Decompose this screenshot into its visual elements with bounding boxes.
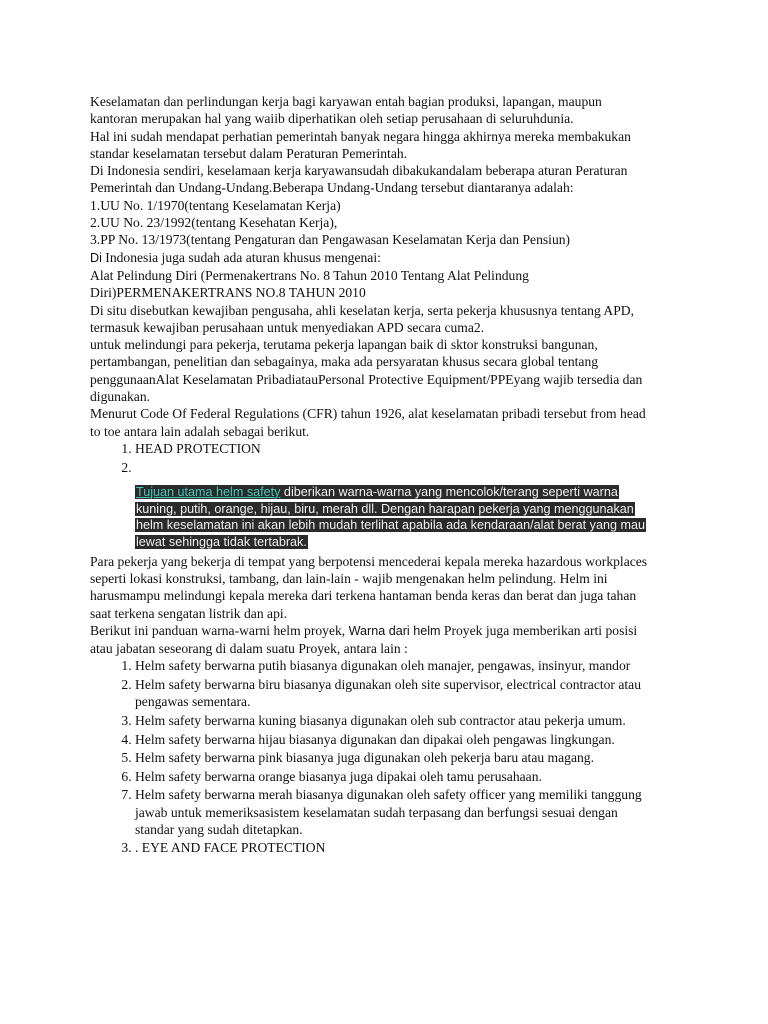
color-intro-b: Warna dari helm bbox=[348, 623, 441, 638]
color-intro-c: Proyek juga memberikan arti posisi atau jabatan seseorang di dalam suatu Proyek, antara lain : bbox=[90, 622, 638, 657]
list-item-head-protection: 1. HEAD PROTECTION bbox=[135, 440, 650, 457]
helmet-color-list bbox=[90, 657, 650, 838]
helmet-color-item: 3. Helm safety berwarna kuning biasanya digunakan oleh sub contractor atau pekerja umum. bbox=[135, 712, 650, 729]
intro-paragraph-3: Di Indonesia sendiri, keselamaan kerja karyawansudah dibakukandalam beberapa aturan Peraturan Pemerintah dan Undang-Undang.Beberapa Undang-Undang tersebut diantaranya adalah: bbox=[90, 163, 628, 196]
color-intro-a: Berikut ini panduan warna-warni helm proyek, bbox=[90, 622, 349, 638]
protection-list-continued bbox=[90, 839, 650, 856]
law-item-2: 2.UU No. 23/1992(tentang Kesehatan Kerja), bbox=[90, 215, 338, 231]
special-rules-prefix: Di bbox=[90, 250, 102, 265]
cfr-paragraph: Menurut Code Of Federal Regulations (CFR) tahun 1926, alat keselamatan pribadi tersebut from head to toe antara lain adalah sebagai berikut. bbox=[90, 406, 646, 439]
helmet-color-item: 1. Helm safety berwarna putih biasanya digunakan oleh manajer, pengawas, insinyur, mandor bbox=[135, 657, 650, 674]
protection-list bbox=[90, 440, 650, 476]
list-item-eye-face-protection: 3. . EYE AND FACE PROTECTION bbox=[135, 839, 650, 856]
special-rules-line bbox=[90, 249, 650, 267]
law-item-3: 3.PP No. 13/1973(tentang Pengaturan dan Pengawasan Keselamatan Kerja dan Pensiun) bbox=[90, 232, 571, 248]
helmet-color-item: 2. Helm safety berwarna biru biasanya digunakan oleh site supervisor, electrical contractor atau pengawas sementara. bbox=[135, 676, 650, 711]
apd-regulation-paragraph: Alat Pelindung Diri (Permenakertrans No. 8 Tahun 2010 Tentang Alat Pelindung Diri)PERMENAKERTRANS NO.8 TAHUN 2010 bbox=[90, 267, 529, 301]
law-item-1: 1.UU No. 1/1970(tentang Keselamatan Kerja) bbox=[90, 197, 341, 213]
intro-paragraph-1: Keselamatan dan perlindungan kerja bagi karyawan entah bagian produksi, lapangan, maupun kantoran merupakan hal yang waiib diperhatikan oleh setiap perusahaan di seluruhdunia. bbox=[90, 94, 602, 127]
ppe-paragraph: untuk melindungi para pekerja, terutama pekerja lapangan baik di sktor konstruksi bangunan, pertambangan, penelitian dan sebagainya, maka ada persyaratan khusus secara global tentang penggunaanAlat Keselamatan PribadiatauPersonal Protective Equipment/PPEyang wajib tersedia dan digunakan. bbox=[90, 337, 643, 405]
document-body bbox=[90, 93, 650, 858]
highlighted-text bbox=[135, 485, 646, 549]
obligations-paragraph: Di situ disebutkan kewajiban pengusaha, ahli keselatan kerja, serta pekerja khususnya tentang APD, termasuk kewajiban perusahaan untuk menyediakan APD secara cuma2. bbox=[90, 302, 634, 335]
highlighted-excerpt bbox=[135, 484, 650, 551]
helmet-color-item: 5. Helm safety berwarna pink biasanya juga digunakan oleh pekerja baru atau magang. bbox=[135, 749, 650, 766]
intro-paragraph-2: Hal ini sudah mendapat perhatian pemerintah banyak negara hingga akhirnya mereka membakukan standar keselamatan tersebut dalam Peraturan Pemerintah. bbox=[90, 128, 631, 161]
special-rules-rest: Indonesia juga sudah ada aturan khusus mengenai: bbox=[101, 249, 381, 265]
helmet-color-intro bbox=[90, 622, 650, 658]
helm-safety-link[interactable]: Tujuan utama helm safety bbox=[136, 484, 281, 499]
helmet-color-item: 4. Helm safety berwarna hijau biasanya digunakan dan dipakai oleh pengawas lingkungan. bbox=[135, 731, 650, 748]
hazard-paragraph: Para pekerja yang bekerja di tempat yang berpotensi mencederai kepala mereka hazardous workplaces seperti lokasi konstruksi, tambang, dan lain-lain - wajib mengenakan helm pelindung. Helm ini harusmampu melindungi kepala mereka dari terkena hantaman benda keras dan berat dan juga tahan saat terkena sengatan listrik dan api. bbox=[90, 553, 648, 621]
helmet-color-item: 6. Helm safety berwarna orange biasanya juga dipakai oleh tamu perusahaan. bbox=[135, 768, 650, 785]
highlighted-rest: diberikan warna-warna yang mencolok/terang seperti warna kuning, putih, orange, hijau, biru, merah dll. Dengan harapan pekerja yang menggunakan helm keselamatan ini akan lebih mudah terlihat apabila ada kendaraan/alat berat yang mau lewat sehingga tidak tertabrak. bbox=[136, 484, 645, 549]
list-item-empty bbox=[135, 459, 650, 476]
helmet-color-item: 7. Helm safety berwarna merah biasanya digunakan oleh safety officer yang memiliki tanggung jawab untuk memeriksasistem keselamatan sudah terpasang dan berfungsi sesuai dengan standar yang sudah ditetapkan. bbox=[135, 786, 650, 838]
